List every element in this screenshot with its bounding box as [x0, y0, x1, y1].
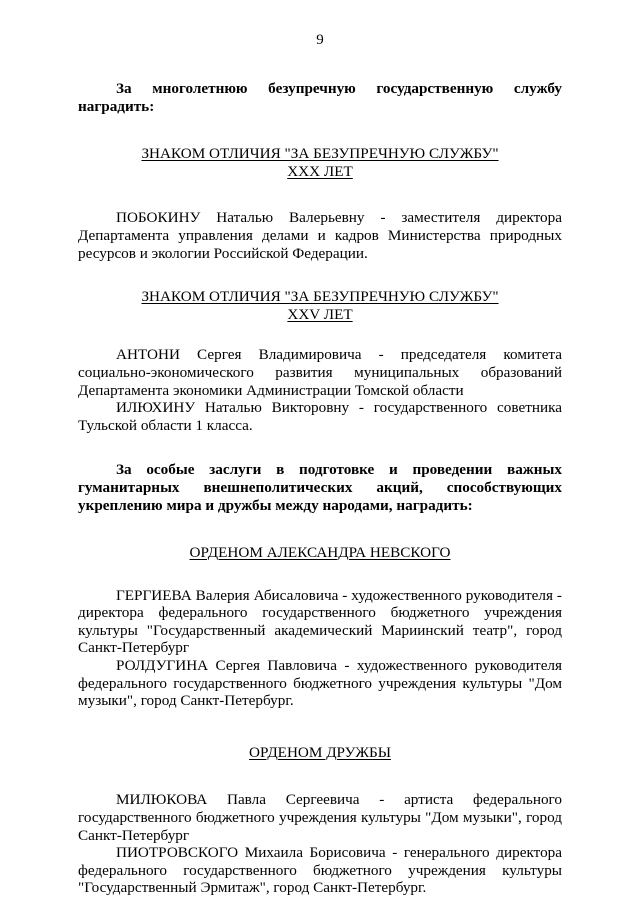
award-title-30-years-line2: XXX ЛЕТ: [287, 162, 353, 180]
page-number: 9: [316, 32, 324, 48]
person-piotrovsky: ПИОТРОВСКОГО Михаила Борисовича - генерального директора федерального государственного бюджетного учреждения культуры "Государственный Эрмитаж", город Санкт-Петербург.: [78, 844, 562, 897]
person-pobokina: ПОБОКИНУ Наталью Валерьевну - заместителя директора Департамента управления делами и кадров Министерства природных ресурсов и экологии Российской Федерации.: [78, 209, 562, 262]
person-roldugin: РОЛДУГИНА Сергея Павловича - художественного руководителя федерального государственного бюджетного учреждения культуры "Дом музыки", город Санкт-Петербург.: [78, 657, 562, 710]
section2-intro: За особые заслуги в подготовке и проведении важных гуманитарных внешнеполитических акций, способствующих укреплению мира и дружбы между народами, наградить:: [78, 461, 562, 514]
award-title-25-years-line2: XXV ЛЕТ: [287, 305, 353, 323]
award-title-friendship-order: ОРДЕНОМ ДРУЖБЫ: [249, 743, 391, 761]
person-antoni: АНТОНИ Сергея Владимировича - председателя комитета социально-экономического развития муниципальных образований Департамента экономики Администрации Томской области: [78, 346, 562, 399]
person-milyukov: МИЛЮКОВА Павла Сергеевича - артиста федерального государственного бюджетного учреждения культуры "Дом музыки", город Санкт-Петербург: [78, 791, 562, 844]
award-title-25-years-line1: ЗНАКОМ ОТЛИЧИЯ "ЗА БЕЗУПРЕЧНУЮ СЛУЖБУ": [141, 288, 499, 306]
award-title-nevsky-order: ОРДЕНОМ АЛЕКСАНДРА НЕВСКОГО: [189, 544, 451, 562]
document-page: [78, 32, 562, 897]
award-title-30-years-line1: ЗНАКОМ ОТЛИЧИЯ "ЗА БЕЗУПРЕЧНУЮ СЛУЖБУ": [141, 145, 499, 163]
person-gergiev: ГЕРГИЕВА Валерия Абисаловича - художественного руководителя - директора федерального государственного бюджетного учреждения культуры "Государственный академический Мариинский театр", город Санкт-Петербург: [78, 586, 562, 657]
section1-intro: За многолетнюю безупречную государственную службу наградить:: [78, 80, 562, 115]
person-ilyukhina: ИЛЮХИНУ Наталью Викторовну - государственного советника Тульской области 1 класса.: [78, 399, 562, 434]
